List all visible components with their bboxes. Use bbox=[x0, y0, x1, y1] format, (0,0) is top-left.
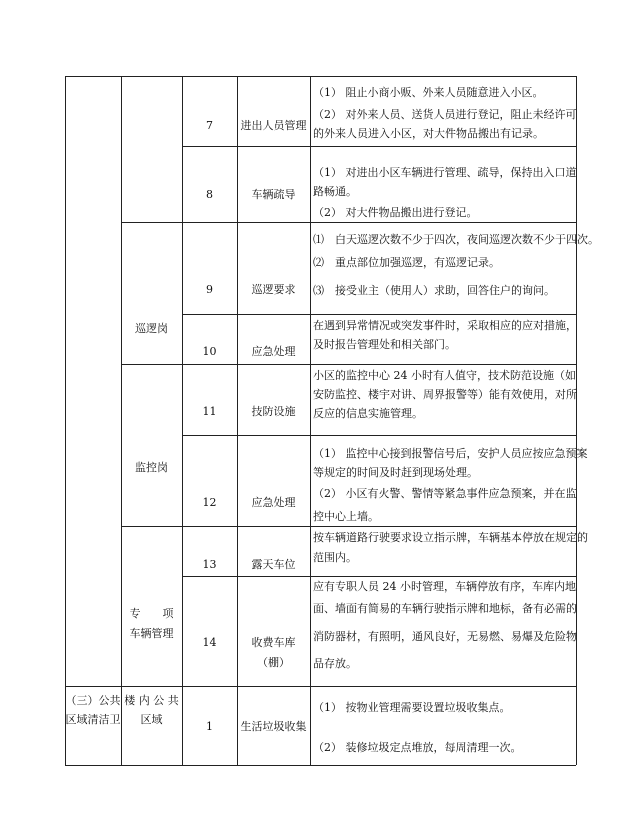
row-desc-line: 的外来人员进入小区，对大件物品搬出有记录。 bbox=[313, 127, 544, 140]
col-divider-2 bbox=[182, 76, 183, 765]
row-sep bbox=[121, 222, 576, 223]
row-sep bbox=[182, 146, 576, 147]
row-desc-line: 按车辆道路行驶要求设立指示牌，车辆基本停放在规定的 bbox=[313, 531, 588, 544]
row-item: 巡逻要求 bbox=[251, 283, 296, 296]
row-item: 生活垃圾收集 bbox=[240, 720, 307, 733]
row-desc-line: 安防监控、楼宇对讲、周界报警等）能有效使用，对所 bbox=[313, 388, 577, 401]
row-item: 应急处理 bbox=[251, 345, 296, 358]
row-desc-line: 控中心上墙。 bbox=[313, 510, 379, 523]
table-left-border bbox=[65, 76, 66, 765]
row-sep bbox=[182, 435, 576, 436]
group-parking-line2: 车辆管理 bbox=[129, 627, 174, 640]
row-sep bbox=[182, 576, 576, 577]
row-item: 收费车库 bbox=[251, 636, 296, 649]
row-number: 10 bbox=[202, 345, 217, 358]
row-sep bbox=[121, 526, 576, 527]
row-desc-line: （1） 监控中心接到报警信号后，安护人员应按应急预案 bbox=[313, 447, 588, 460]
group-parking-line1: 专 项 bbox=[129, 607, 174, 620]
row-sep bbox=[121, 364, 576, 365]
row-number: 14 bbox=[202, 636, 217, 649]
row-number: 8 bbox=[206, 188, 213, 201]
row-item: 应急处理 bbox=[251, 496, 296, 509]
table-top-border bbox=[65, 76, 576, 77]
row-number: 11 bbox=[202, 405, 217, 418]
row-sep bbox=[182, 314, 576, 315]
row-desc-line: （2） 对大件物品搬出进行登记。 bbox=[313, 206, 478, 219]
row-desc-line: 及时报告管理处和相关部门。 bbox=[313, 338, 456, 351]
row-desc-line: ⑵ 重点部位加强巡逻，有巡逻记录。 bbox=[313, 256, 500, 269]
row-number: 12 bbox=[202, 496, 217, 509]
row-item: 车辆疏导 bbox=[251, 188, 296, 201]
row-desc-line: （2） 对外来人员、送货人员进行登记，阻止未经许可 bbox=[313, 108, 577, 121]
table-bottom-border bbox=[65, 765, 576, 766]
group-monitor: 监控岗 bbox=[135, 461, 168, 474]
row-sep bbox=[65, 686, 576, 687]
row-item-suffix: （棚） bbox=[257, 656, 290, 669]
row-number: 7 bbox=[206, 119, 213, 132]
row-desc-line: （2） 装修垃圾定点堆放，每周清理一次。 bbox=[313, 741, 522, 754]
row-desc-line: （1） 对进出小区车辆进行管理、疏导，保持出入口道 bbox=[313, 166, 577, 179]
row-desc-line: 品存放。 bbox=[313, 657, 357, 670]
col-divider-4 bbox=[310, 76, 311, 765]
row-number: 9 bbox=[206, 283, 213, 296]
row-item: 进出人员管理 bbox=[240, 119, 307, 132]
row-desc-line: （2） 小区有火警、警情等紧急事件应急预案，并在监 bbox=[313, 487, 577, 500]
row-desc-line: 路畅通。 bbox=[313, 185, 357, 198]
row-desc-line: （1） 阻止小商小贩、外来人员随意进入小区。 bbox=[313, 86, 544, 99]
row-desc-line: 面、墙面有简易的车辆行驶指示牌和地标，备有必需的 bbox=[313, 602, 577, 615]
row-desc-line: ⑴ 白天巡逻次数不少于四次，夜间巡逻次数不少于四次。 bbox=[313, 233, 599, 246]
row-desc-line: 在遇到异常情况或突发事件时，采取相应的应对措施， bbox=[313, 319, 577, 332]
row-desc-line: 反应的信息实施管理。 bbox=[313, 407, 423, 420]
subcategory-label-line1: 楼 内 公 共 bbox=[124, 694, 179, 707]
row-desc-line: 小区的监控中心 24 小时有人值守，技术防范设施（如 bbox=[313, 369, 576, 382]
col-divider-1 bbox=[121, 76, 122, 765]
row-desc-line: （1） 按物业管理需要设置垃圾收集点。 bbox=[313, 701, 511, 714]
subcategory-label-line2: 区域 bbox=[140, 713, 163, 726]
category-label-line1: （三）公共 bbox=[65, 694, 121, 707]
row-desc-line: ⑶ 接受业主（使用人）求助，回答住户的询问。 bbox=[313, 284, 555, 297]
row-number: 13 bbox=[202, 558, 217, 571]
row-desc-line: 消防器材，有照明，通风良好，无易燃、易爆及危险物 bbox=[313, 630, 577, 643]
row-desc-line: 应有专职人员 24 小时管理，车辆停放有序，车库内地 bbox=[313, 580, 576, 593]
category-label-line2: 区域清洁卫 bbox=[65, 713, 121, 726]
row-item: 技防设施 bbox=[251, 405, 296, 418]
row-desc-line: 范围内。 bbox=[313, 551, 357, 564]
group-patrol: 巡逻岗 bbox=[135, 322, 168, 335]
row-number: 1 bbox=[206, 720, 213, 733]
row-desc-line: 等规定的时间及时赶到现场处理。 bbox=[313, 466, 478, 479]
row-item: 露天车位 bbox=[251, 558, 296, 571]
